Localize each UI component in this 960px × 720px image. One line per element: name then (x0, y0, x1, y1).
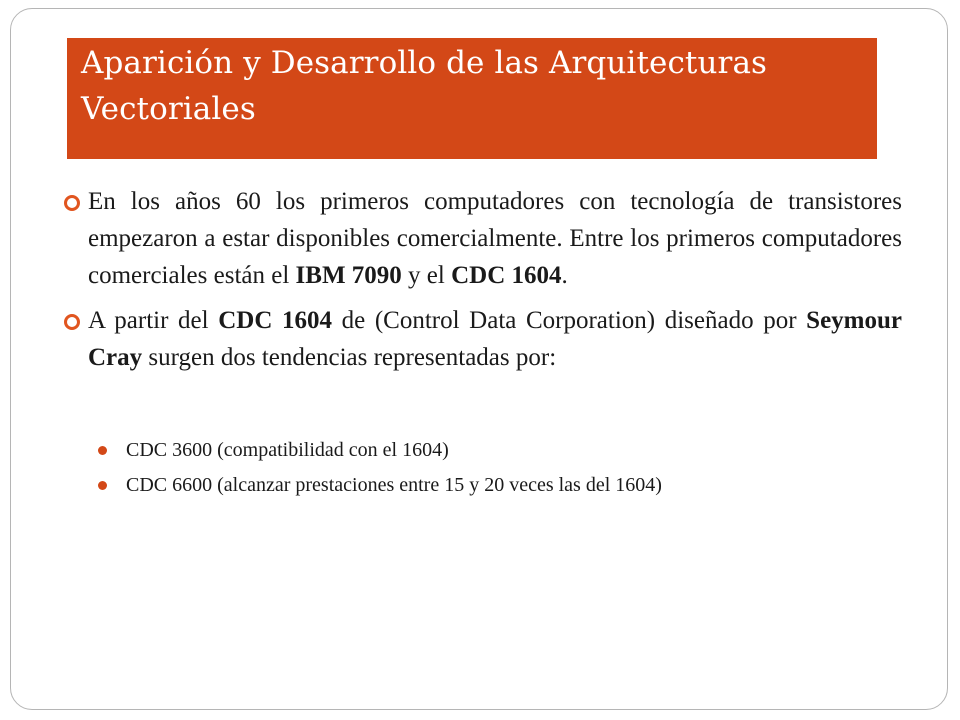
sub-item-text: CDC 3600 (compatibilidad con el 1604) (126, 439, 449, 461)
sub-bullet-list (62, 435, 902, 500)
bold-ibm-7090: IBM 7090 (295, 262, 402, 289)
ring-bullet-icon (64, 195, 80, 211)
dot-bullet-icon (98, 481, 107, 490)
sub-item-text: CDC 6600 (alcanzar prestaciones entre 15 y 20 veces las del 1604) (126, 474, 662, 496)
bullet-item-transistors (62, 183, 902, 294)
slide-content (62, 183, 902, 505)
sub-item-cdc-6600 (98, 470, 902, 500)
bullet-text: y el (401, 262, 452, 289)
bullet-text: . (561, 262, 568, 289)
bullet-item-cdc-1604 (62, 302, 902, 376)
bold-seymour-cray: Seymour Cray (88, 307, 902, 371)
dot-bullet-icon (98, 446, 107, 455)
slide-title (67, 38, 877, 159)
ring-bullet-icon (64, 314, 80, 330)
slide-title-line-1: Aparición y Desarrollo de las Arquitecturas (81, 45, 768, 81)
sub-item-cdc-3600 (98, 435, 902, 465)
bullet-text: En los años 60 los primeros computadores con tecnología de transistores empezaron a estar disponibles comercialmente. Entre los primeros computadores comerciales están el (88, 188, 902, 289)
bullet-text: A partir del (88, 307, 219, 334)
bullet-text: surgen dos tendencias representadas por: (142, 344, 557, 371)
bold-cdc-1604: CDC 1604 (451, 262, 562, 289)
slide-title-line-2: Vectoriales (81, 91, 256, 127)
bold-cdc-1604: CDC 1604 (218, 307, 332, 334)
bullet-text: de (Control Data Corporation) diseñado por (332, 307, 807, 334)
